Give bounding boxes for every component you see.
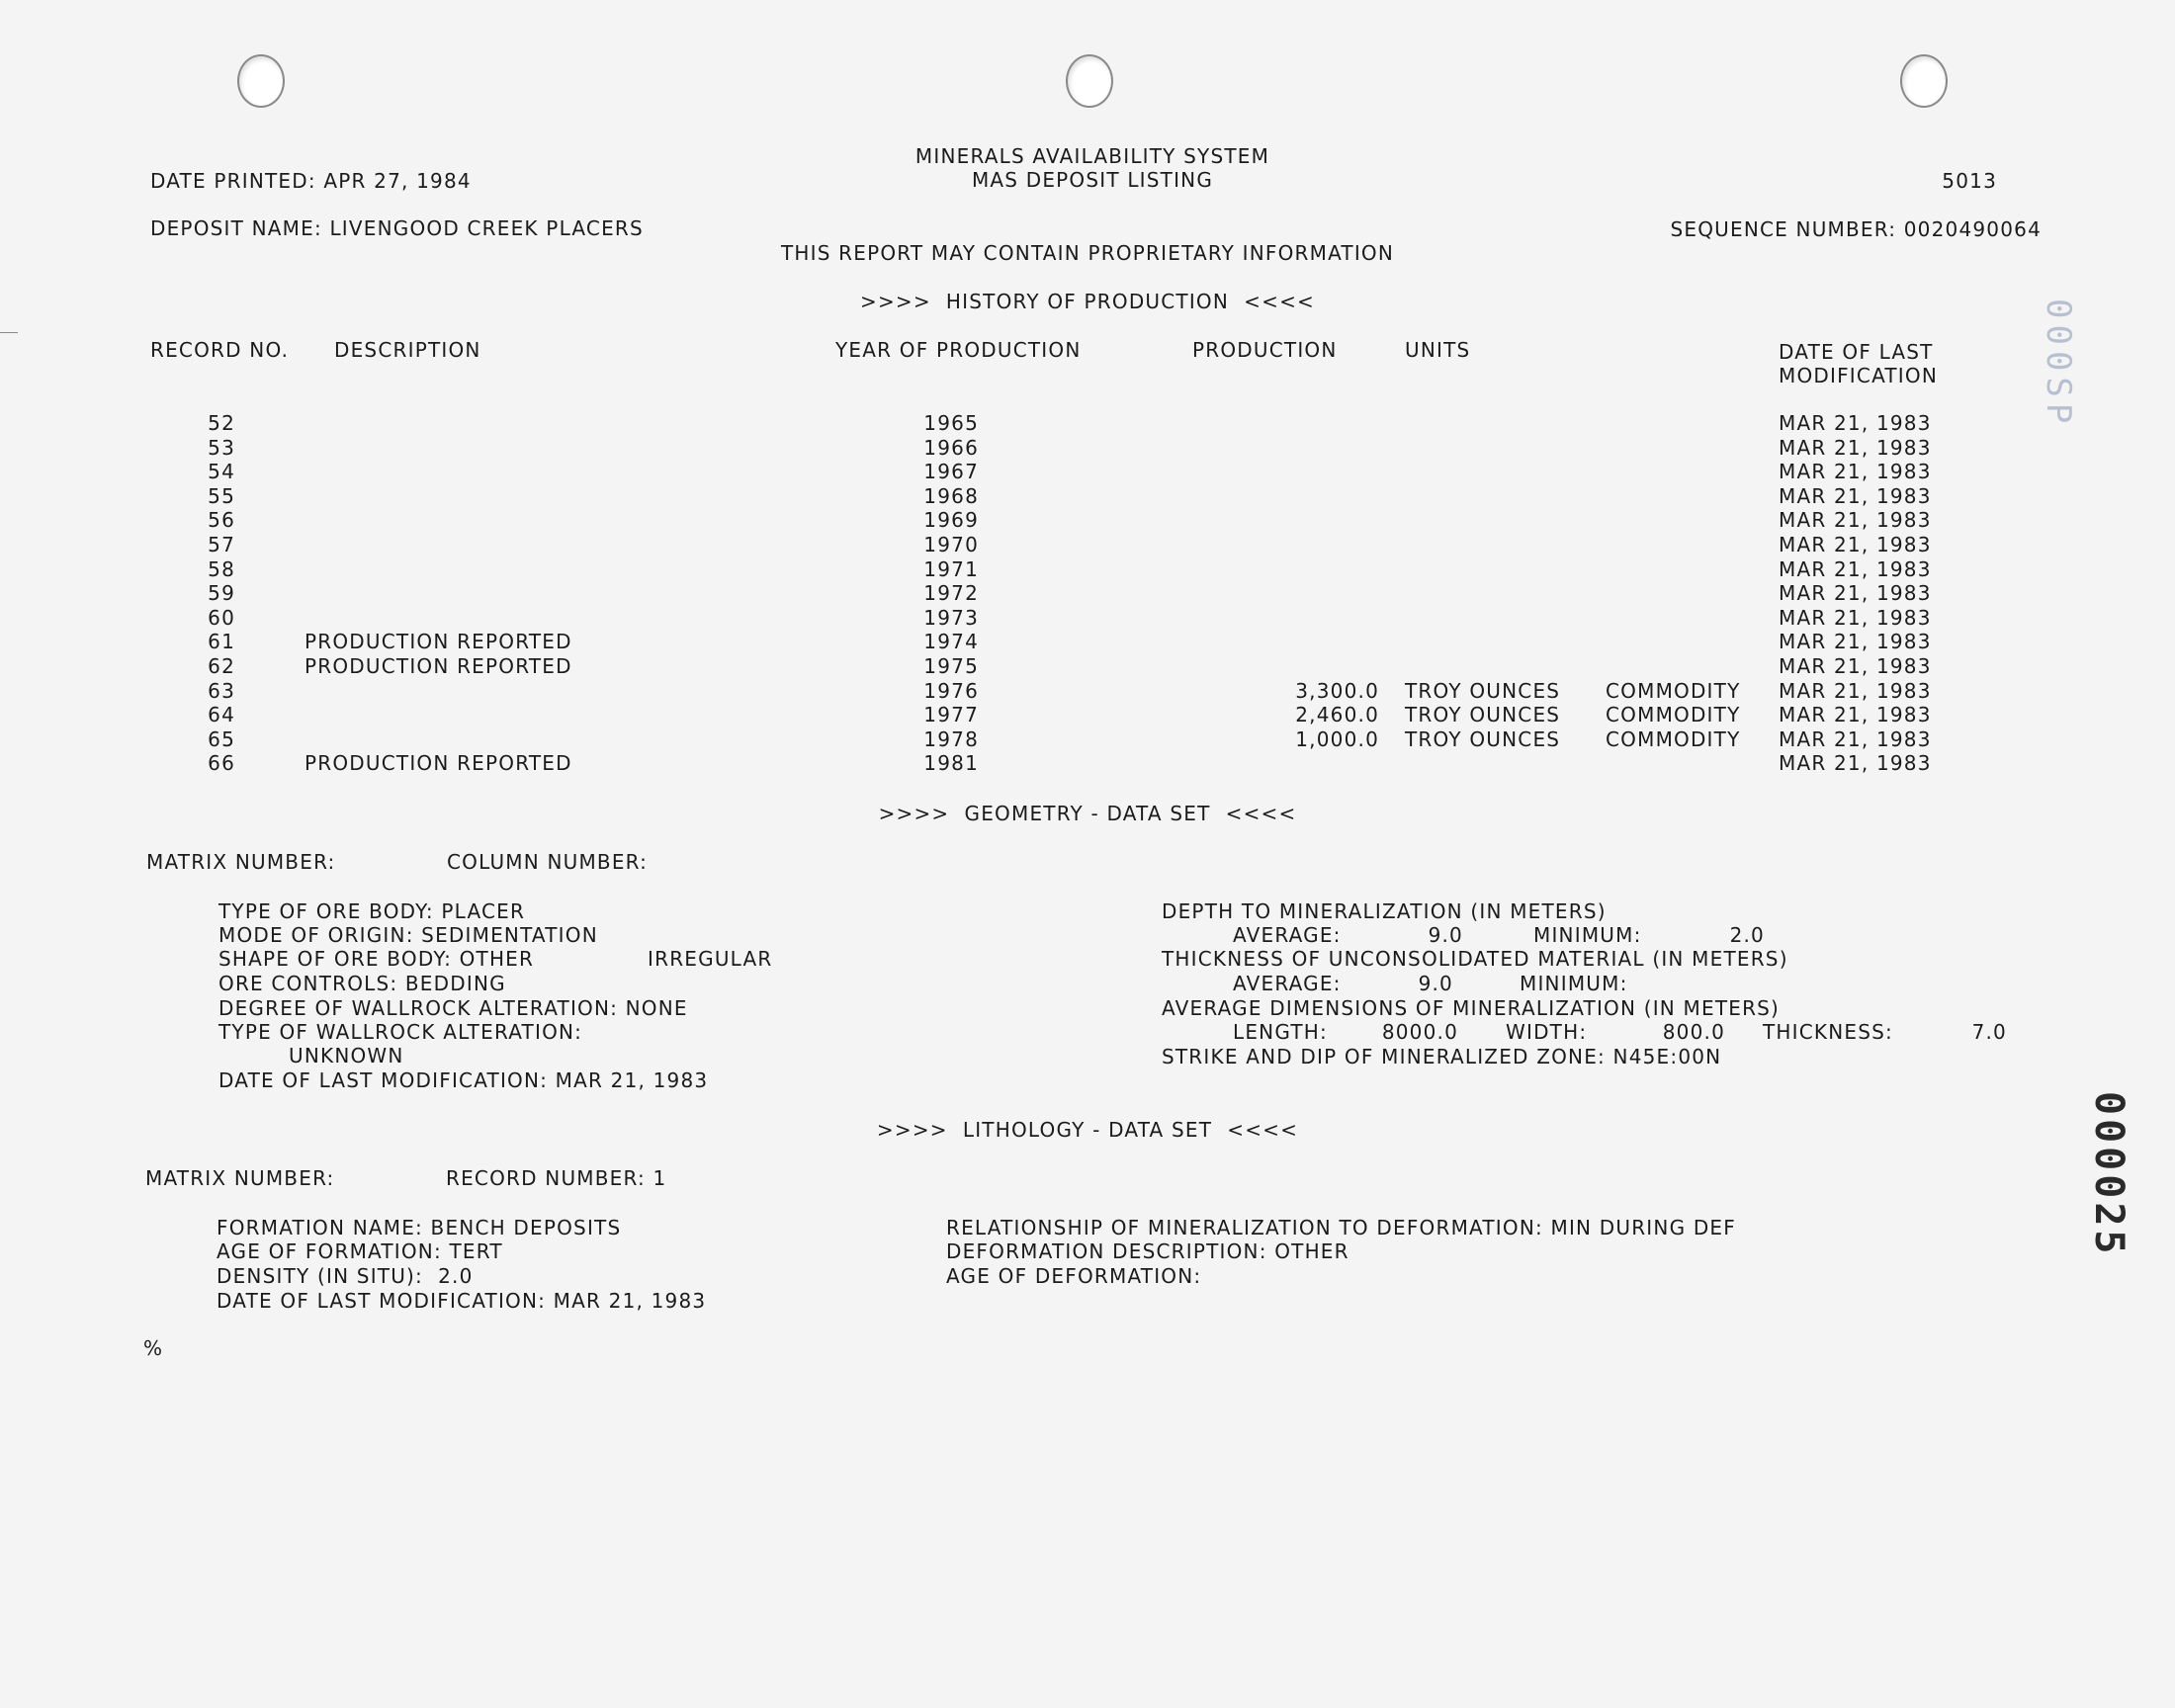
- row-description: PRODUCTION REPORTED: [304, 630, 572, 653]
- thickness-label: THICKNESS:: [1763, 1020, 1893, 1044]
- row-year: 1969: [923, 508, 979, 532]
- deposit-name: DEPOSIT NAME: LIVENGOOD CREEK PLACERS: [150, 216, 644, 240]
- row-year: 1981: [923, 751, 979, 775]
- lithology-record-number: RECORD NUMBER: 1: [446, 1166, 667, 1190]
- listing-title: MAS DEPOSIT LISTING: [971, 168, 1214, 192]
- row-record-no: 65: [208, 727, 235, 751]
- row-date-modified: MAR 21, 1983: [1779, 703, 1932, 726]
- row-commodity: COMMODITY: [1606, 679, 1741, 703]
- length-label: LENGTH:: [1233, 1020, 1328, 1044]
- percent-mark: %: [143, 1336, 164, 1360]
- faint-margin-stamp: 000SP: [2039, 299, 2078, 430]
- thickness-title: THICKNESS OF UNCONSOLIDATED MATERIAL (IN METERS): [1162, 947, 1788, 971]
- row-production: 2,460.0: [1295, 703, 1379, 726]
- row-date-modified: MAR 21, 1983: [1779, 484, 1932, 508]
- lithology-matrix-number: MATRIX NUMBER:: [145, 1166, 335, 1190]
- punch-hole-center: [1066, 54, 1113, 108]
- dimensions-title: AVERAGE DIMENSIONS OF MINERALIZATION (IN METERS): [1162, 996, 1781, 1020]
- col-date-mod-line1: DATE OF LAST: [1779, 340, 1934, 364]
- edge-rule: [0, 332, 18, 333]
- row-record-no: 66: [208, 751, 235, 775]
- ore-controls: ORE CONTROLS: BEDDING: [218, 972, 506, 995]
- row-record-no: 56: [208, 508, 235, 532]
- row-date-modified: MAR 21, 1983: [1779, 606, 1932, 630]
- col-units: UNITS: [1405, 338, 1471, 362]
- row-year: 1975: [923, 654, 979, 678]
- row-date-modified: MAR 21, 1983: [1779, 508, 1932, 532]
- thick-avg-label: AVERAGE:: [1233, 972, 1342, 995]
- page-number: 5013: [1942, 169, 1997, 193]
- col-production: PRODUCTION: [1192, 338, 1338, 362]
- age-of-deformation: AGE OF DEFORMATION:: [946, 1264, 1202, 1288]
- formation-name: FORMATION NAME: BENCH DEPOSITS: [217, 1216, 622, 1239]
- row-date-modified: MAR 21, 1983: [1779, 679, 1932, 703]
- row-record-no: 64: [208, 703, 235, 726]
- row-year: 1973: [923, 606, 979, 630]
- row-year: 1978: [923, 727, 979, 751]
- width-label: WIDTH:: [1506, 1020, 1588, 1044]
- row-year: 1967: [923, 460, 979, 483]
- depth-min-value: 2.0: [1729, 923, 1765, 947]
- row-date-modified: MAR 21, 1983: [1779, 630, 1932, 653]
- age-of-formation: AGE OF FORMATION: TERT: [217, 1239, 503, 1263]
- sequence-number: SEQUENCE NUMBER: 0020490064: [1670, 217, 2042, 241]
- col-record-no: RECORD NO.: [150, 338, 290, 362]
- shape-of-ore-body: SHAPE OF ORE BODY: OTHER: [218, 947, 535, 971]
- row-year: 1968: [923, 484, 979, 508]
- row-record-no: 55: [208, 484, 235, 508]
- wallrock-degree: DEGREE OF WALLROCK ALTERATION: NONE: [218, 996, 688, 1020]
- row-year: 1976: [923, 679, 979, 703]
- row-record-no: 59: [208, 581, 235, 605]
- row-year: 1966: [923, 436, 979, 460]
- thickness-value: 7.0: [1971, 1020, 2007, 1044]
- deformation-description: DEFORMATION DESCRIPTION: OTHER: [946, 1239, 1349, 1263]
- mode-of-origin: MODE OF ORIGIN: SEDIMENTATION: [218, 923, 598, 947]
- row-record-no: 61: [208, 630, 235, 653]
- shape-value: IRREGULAR: [648, 947, 773, 971]
- date-printed: DATE PRINTED: APR 27, 1984: [150, 169, 472, 193]
- row-record-no: 57: [208, 533, 235, 556]
- page-stamp: 000025: [2086, 1091, 2132, 1258]
- length-value: 8000.0: [1381, 1020, 1458, 1044]
- geometry-section-title: >>>> GEOMETRY - DATA SET <<<<: [878, 802, 1297, 825]
- row-date-modified: MAR 21, 1983: [1779, 727, 1932, 751]
- row-record-no: 52: [208, 411, 235, 435]
- depth-min-label: MINIMUM:: [1533, 923, 1642, 947]
- row-year: 1972: [923, 581, 979, 605]
- production-section-title: >>>> HISTORY OF PRODUCTION <<<<: [859, 290, 1315, 313]
- wallrock-type: TYPE OF WALLROCK ALTERATION:: [218, 1020, 583, 1044]
- thick-avg-value: 9.0: [1418, 972, 1453, 995]
- strike-and-dip: STRIKE AND DIP OF MINERALIZED ZONE: N45E:00N: [1162, 1045, 1722, 1068]
- density-in-situ: DENSITY (IN SITU): 2.0: [217, 1264, 474, 1288]
- thick-min-label: MINIMUM:: [1520, 972, 1628, 995]
- row-description: PRODUCTION REPORTED: [304, 751, 572, 775]
- depth-avg-label: AVERAGE:: [1233, 923, 1342, 947]
- depth-avg-value: 9.0: [1428, 923, 1463, 947]
- row-units: TROY OUNCES: [1405, 703, 1561, 726]
- row-production: 1,000.0: [1295, 727, 1379, 751]
- depth-title: DEPTH TO MINERALIZATION (IN METERS): [1162, 899, 1607, 923]
- geometry-matrix-number: MATRIX NUMBER:: [146, 850, 336, 874]
- type-ore-body: TYPE OF ORE BODY: PLACER: [218, 899, 526, 923]
- row-record-no: 60: [208, 606, 235, 630]
- row-date-modified: MAR 21, 1983: [1779, 751, 1932, 775]
- row-date-modified: MAR 21, 1983: [1779, 654, 1932, 678]
- row-year: 1974: [923, 630, 979, 653]
- lithology-section-title: >>>> LITHOLOGY - DATA SET <<<<: [876, 1118, 1299, 1142]
- punch-hole-left: [237, 54, 285, 108]
- row-date-modified: MAR 21, 1983: [1779, 581, 1932, 605]
- lithology-date-mod: DATE OF LAST MODIFICATION: MAR 21, 1983: [217, 1289, 707, 1313]
- row-year: 1977: [923, 703, 979, 726]
- row-date-modified: MAR 21, 1983: [1779, 533, 1932, 556]
- col-description: DESCRIPTION: [334, 338, 481, 362]
- col-date-mod-line2: MODIFICATION: [1779, 364, 1939, 387]
- row-year: 1965: [923, 411, 979, 435]
- mineralization-deformation-relationship: RELATIONSHIP OF MINERALIZATION TO DEFORMATION: MIN DURING DEF: [946, 1216, 1736, 1239]
- row-record-no: 63: [208, 679, 235, 703]
- row-commodity: COMMODITY: [1606, 703, 1741, 726]
- row-record-no: 62: [208, 654, 235, 678]
- width-value: 800.0: [1662, 1020, 1725, 1044]
- row-commodity: COMMODITY: [1606, 727, 1741, 751]
- row-description: PRODUCTION REPORTED: [304, 654, 572, 678]
- row-record-no: 58: [208, 557, 235, 581]
- row-date-modified: MAR 21, 1983: [1779, 411, 1932, 435]
- row-units: TROY OUNCES: [1405, 679, 1561, 703]
- row-year: 1970: [923, 533, 979, 556]
- row-date-modified: MAR 21, 1983: [1779, 460, 1932, 483]
- system-title: MINERALS AVAILABILITY SYSTEM: [914, 144, 1270, 168]
- row-date-modified: MAR 21, 1983: [1779, 436, 1932, 460]
- geometry-column-number: COLUMN NUMBER:: [447, 850, 649, 874]
- row-production: 3,300.0: [1295, 679, 1379, 703]
- row-date-modified: MAR 21, 1983: [1779, 557, 1932, 581]
- col-year: YEAR OF PRODUCTION: [835, 338, 1082, 362]
- row-record-no: 54: [208, 460, 235, 483]
- wallrock-type-value: UNKNOWN: [289, 1044, 404, 1068]
- proprietary-notice: THIS REPORT MAY CONTAIN PROPRIETARY INFORMATION: [780, 241, 1395, 265]
- row-record-no: 53: [208, 436, 235, 460]
- row-year: 1971: [923, 557, 979, 581]
- geometry-date-mod: DATE OF LAST MODIFICATION: MAR 21, 1983: [218, 1068, 709, 1092]
- row-units: TROY OUNCES: [1405, 727, 1561, 751]
- punch-hole-right: [1900, 54, 1948, 108]
